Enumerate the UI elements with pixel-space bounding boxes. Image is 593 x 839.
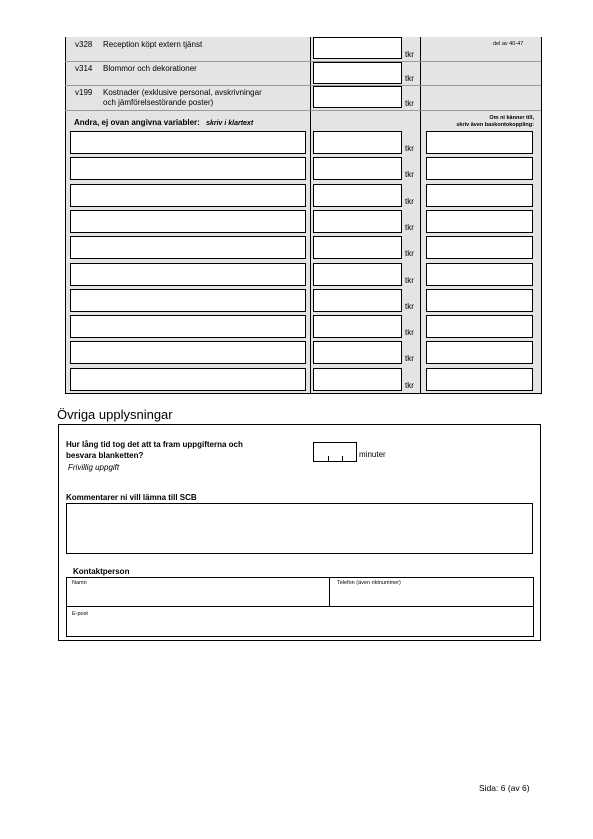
row-label: Reception köpt extern tjänst	[103, 40, 203, 49]
unit-label: tkr	[405, 99, 414, 108]
form-bottom-border	[65, 393, 542, 394]
row-code: v328	[75, 40, 93, 49]
account-input[interactable]	[426, 341, 533, 364]
digit-divider	[328, 456, 329, 461]
unit-label: tkr	[405, 302, 414, 311]
unit-label: tkr	[405, 381, 414, 390]
question-line1: Hur lång tid tog det att ta fram uppgifterna och	[66, 440, 243, 449]
variable-amount-input[interactable]	[313, 131, 402, 154]
variable-description-input[interactable]	[70, 131, 306, 154]
email-field[interactable]	[67, 607, 533, 636]
comments-textarea[interactable]	[66, 503, 533, 554]
comments-label: Kommentarer ni vill lämna till SCB	[66, 493, 197, 502]
variable-description-input[interactable]	[70, 184, 306, 207]
account-input[interactable]	[426, 368, 533, 391]
email-label: E-post	[72, 611, 88, 617]
variable-amount-input[interactable]	[313, 157, 402, 180]
variable-amount-input[interactable]	[313, 341, 402, 364]
unit-label: tkr	[405, 197, 414, 206]
account-input[interactable]	[426, 315, 533, 338]
page-number: Sida: 6 (av 6)	[479, 783, 530, 793]
variable-description-input[interactable]	[70, 289, 306, 312]
variable-amount-input[interactable]	[313, 315, 402, 338]
row-note: del av 40-47	[493, 41, 524, 47]
variable-amount-input[interactable]	[313, 289, 402, 312]
row-label: Blommor och dekorationer	[103, 64, 197, 73]
minutes-label: minuter	[359, 450, 386, 459]
name-field[interactable]	[67, 578, 328, 606]
right-note-line1: Om ni känner till,	[489, 115, 534, 121]
amount-input[interactable]	[313, 86, 402, 108]
row-label-cont: och jämförelsestörande poster)	[103, 98, 214, 107]
row-sep-1	[65, 61, 541, 62]
optional-note: Frivillig uppgift	[68, 463, 120, 472]
variable-description-input[interactable]	[70, 157, 306, 180]
right-note-line2: skriv även baskontokoppling:	[456, 122, 534, 128]
section-heading: Övriga upplysningar	[57, 407, 173, 422]
unit-label: tkr	[405, 223, 414, 232]
other-title-text: Andra, ej ovan angivna variabler:	[74, 118, 200, 127]
variable-description-input[interactable]	[70, 341, 306, 364]
unit-label: tkr	[405, 144, 414, 153]
variable-description-input[interactable]	[70, 210, 306, 233]
row-code: v199	[75, 88, 93, 97]
contact-title: Kontaktperson	[73, 567, 130, 576]
account-input[interactable]	[426, 184, 533, 207]
question-line2: besvara blanketten?	[66, 451, 144, 460]
variable-description-input[interactable]	[70, 236, 306, 259]
amount-input[interactable]	[313, 37, 402, 59]
right-note	[422, 115, 534, 129]
row-label: Kostnader (exklusive personal, avskrivningar	[103, 88, 262, 97]
form-left-border	[65, 37, 66, 394]
row-code: v314	[75, 64, 93, 73]
variable-description-input[interactable]	[70, 263, 306, 286]
unit-label: tkr	[405, 74, 414, 83]
variable-amount-input[interactable]	[313, 236, 402, 259]
form-right-border	[541, 37, 542, 394]
row-sep-3	[65, 110, 541, 111]
account-input[interactable]	[426, 157, 533, 180]
unit-label: tkr	[405, 249, 414, 258]
account-input[interactable]	[426, 210, 533, 233]
variable-amount-input[interactable]	[313, 368, 402, 391]
account-input[interactable]	[426, 236, 533, 259]
account-input[interactable]	[426, 289, 533, 312]
unit-label: tkr	[405, 354, 414, 363]
unit-label: tkr	[405, 170, 414, 179]
unit-label: tkr	[405, 50, 414, 59]
unit-label: tkr	[405, 276, 414, 285]
row-sep-2	[65, 85, 541, 86]
col-sep-1	[310, 37, 311, 394]
account-input[interactable]	[426, 263, 533, 286]
other-title	[74, 118, 253, 129]
digit-divider	[342, 456, 343, 461]
col-sep-2	[420, 37, 421, 394]
other-hint: skriv i klartext	[206, 120, 254, 127]
variable-amount-input[interactable]	[313, 210, 402, 233]
name-label: Namn	[72, 580, 87, 586]
variable-amount-input[interactable]	[313, 263, 402, 286]
variable-description-input[interactable]	[70, 315, 306, 338]
variable-description-input[interactable]	[70, 368, 306, 391]
account-input[interactable]	[426, 131, 533, 154]
minutes-input[interactable]	[313, 442, 357, 462]
unit-label: tkr	[405, 328, 414, 337]
amount-input[interactable]	[313, 62, 402, 84]
phone-label: Telefon (även riktnummer)	[337, 580, 401, 586]
variable-amount-input[interactable]	[313, 184, 402, 207]
